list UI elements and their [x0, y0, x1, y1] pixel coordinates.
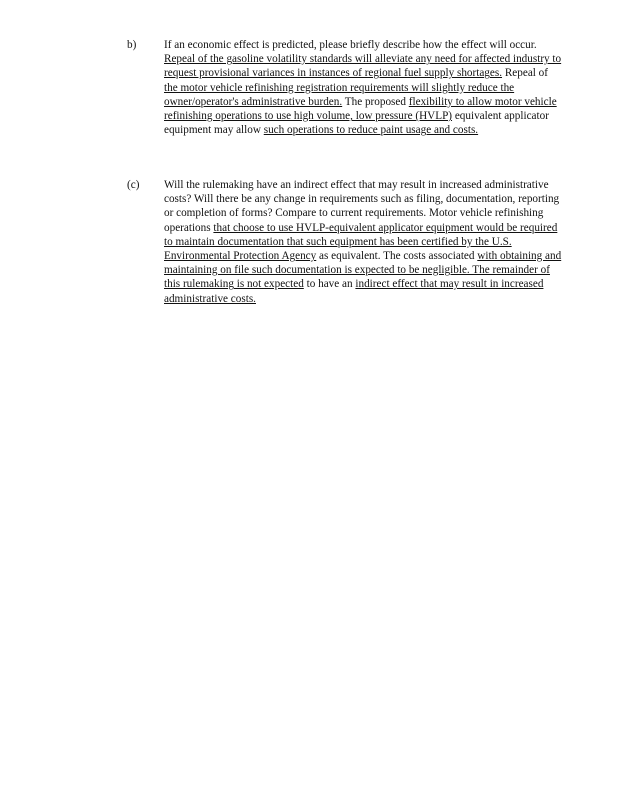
item-b-underlined-registration: the motor vehicle refinishing registration requirements will slightly reduce the owner/operator's administrative burden.	[164, 81, 515, 108]
item-c-text-have-an: to have an	[303, 278, 356, 291]
item-b-underlined-flexibility: flexibility to allow motor vehicle refinishing operations to use high volume, low pressure (HVLP)	[164, 95, 557, 123]
item-b-text-repeal: Repeal of	[502, 67, 549, 80]
item-b-underlined-paint-usage: such operations to reduce paint usage and costs.	[263, 124, 479, 137]
item-c-marker: (c)	[127, 179, 140, 191]
item-b-text-proposed: The proposed	[342, 95, 409, 108]
item-b-text-equivalent: equivalent applicator equipment may allow	[164, 110, 549, 137]
item-c-underlined-negligible: with obtaining and maintaining on file such documentation is expected to be negligible. The remainder of this rulemaking is not expected	[164, 250, 562, 291]
item-b-paragraph	[164, 38, 564, 137]
item-b-question: If an economic effect is predicted, please briefly describe how the effect will occur.	[164, 39, 537, 51]
item-c-underlined-indirect-effect: indirect effect that may result in increased administrative costs.	[164, 278, 544, 305]
item-b-underlined-gasoline: Repeal of the gasoline volatility standards will alleviate any need for affected industry to request provisional variances in instances of regional fuel supply shortages.	[164, 53, 562, 80]
item-c-text-equivalent: as equivalent. The costs associated	[316, 250, 478, 263]
item-c-paragraph	[164, 178, 564, 306]
item-c-underlined-hvlp: that choose to use HVLP-equivalent applicator equipment would be required to maintain documentation that such equipment has been certified by the U.S. Environmental Protection Agency	[164, 221, 558, 263]
item-b-marker: b)	[127, 39, 137, 51]
item-c-question: Will the rulemaking have an indirect effect that may result in increased administrative costs? Will there be any change in requirements such as filing, documentation, reporting or completion of forms? Compare to current requirements. Motor vehicle refinishing operations	[164, 179, 560, 234]
